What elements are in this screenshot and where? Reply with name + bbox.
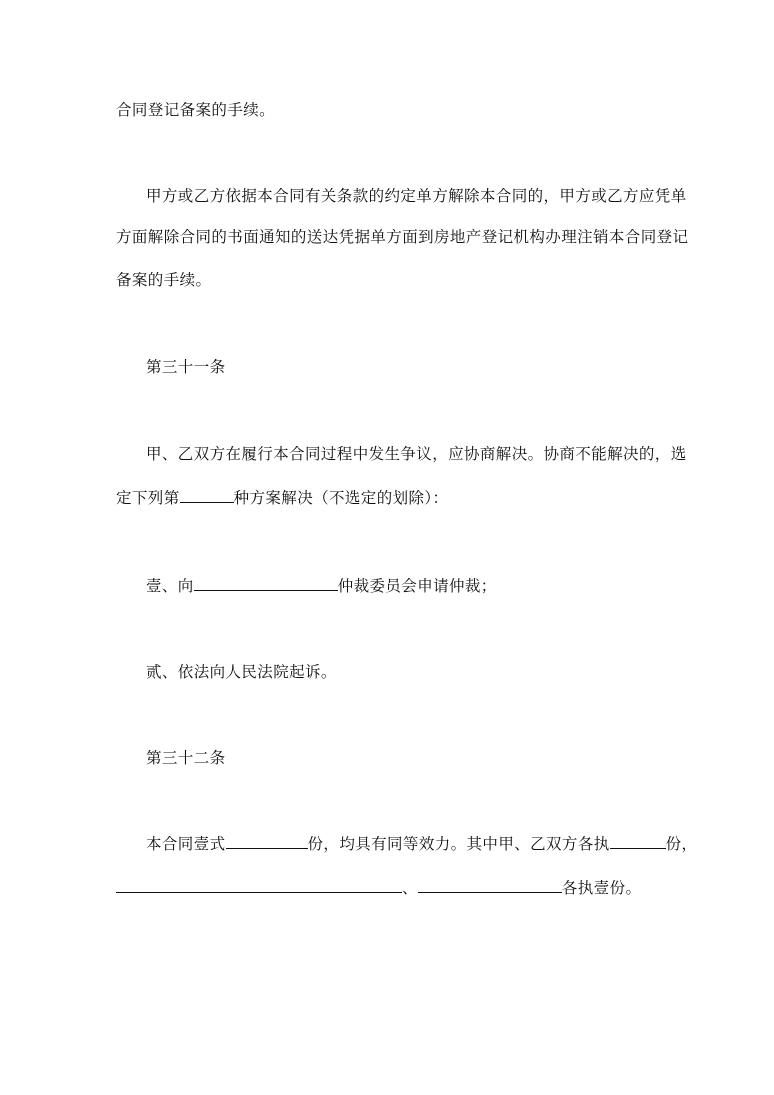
text-fragment: 份， (665, 835, 698, 853)
text-fragment: 定下列第 (116, 489, 180, 507)
fill-in-blank[interactable] (418, 878, 562, 893)
article-heading: 第三十一条 (146, 358, 226, 376)
fill-in-blank[interactable] (226, 834, 308, 849)
text-fragment: 壹、向 (146, 577, 194, 595)
paragraph-line: 备案的手续。 (116, 271, 212, 289)
text-fragment: 份，均具有同等效力。其中甲、乙双方各执 (307, 835, 610, 853)
paragraph-line: 方面解除合同的书面通知的送达凭据单方面到房地产登记机构办理注销本合同登记 (116, 228, 689, 246)
option-line (146, 576, 497, 596)
article-heading: 第三十二条 (146, 749, 226, 767)
text-fragment: 各执壹份。 (561, 879, 642, 897)
fill-in-blank[interactable] (116, 878, 402, 893)
paragraph-line: 甲方或乙方依据本合同有关条款的约定单方解除本合同的，甲方或乙方应凭单 (146, 187, 687, 205)
fill-in-blank[interactable] (180, 488, 234, 503)
paragraph-line (116, 488, 448, 508)
paragraph-line (146, 834, 697, 854)
text-fragment: 、 (402, 879, 418, 897)
fill-in-blank[interactable] (610, 834, 666, 849)
fill-in-blank[interactable] (194, 576, 338, 591)
paragraph-line: 合同登记备案的手续。 (116, 101, 276, 119)
text-fragment: 种方案解决（不选定的划除）： (233, 489, 449, 507)
paragraph-line (116, 878, 641, 898)
option-line: 贰、依法向人民法院起诉。 (146, 663, 337, 681)
text-fragment: 本合同壹式 (146, 835, 226, 853)
paragraph-line: 甲、乙双方在履行本合同过程中发生争议，应协商解决。协商不能解决的，选 (146, 445, 687, 463)
text-fragment: 仲裁委员会申请仲裁； (337, 577, 497, 595)
